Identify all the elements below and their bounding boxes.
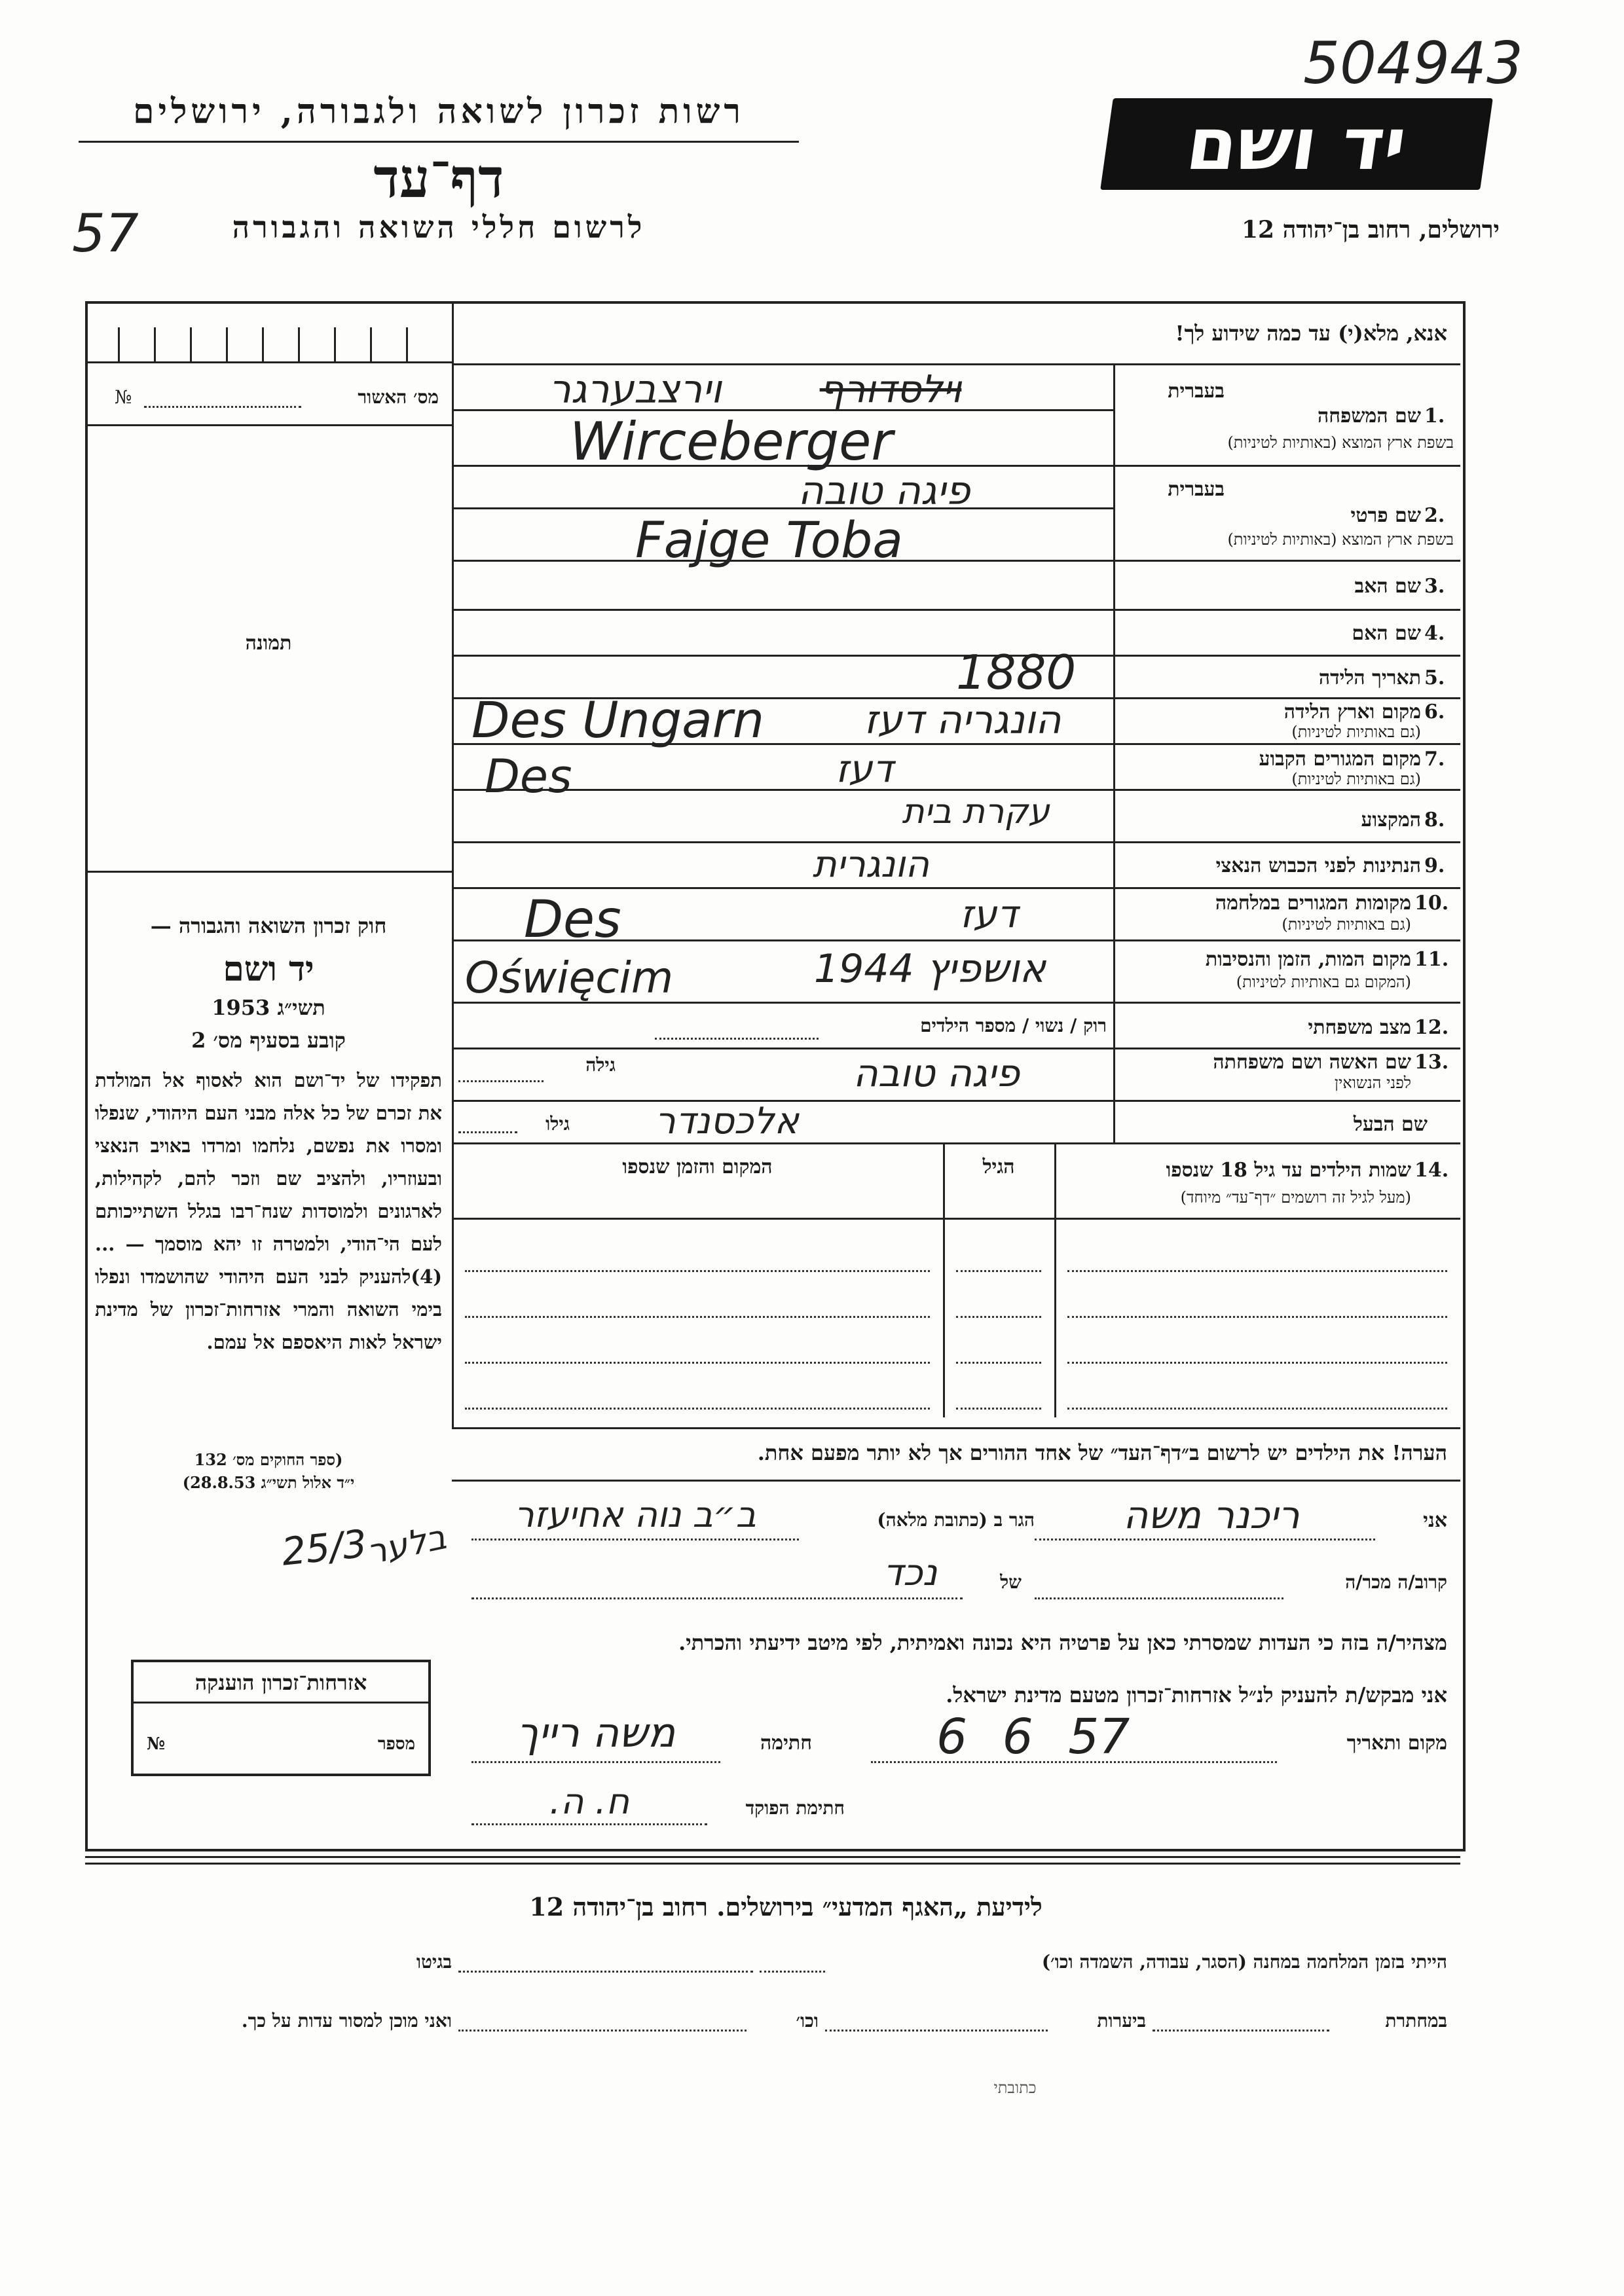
field-11-value-hebrew[interactable]: אושפיץ 1944 — [813, 946, 1046, 992]
signature-label: חתימה — [760, 1732, 812, 1755]
field-5-number: 5. — [1424, 666, 1445, 689]
approval-no: № — [115, 386, 132, 408]
field-2-value-hebrew[interactable]: פיגה טובה — [798, 468, 970, 514]
citizenship-box-title: אזרחות־זכרון הוענקה — [194, 1670, 367, 1695]
field-6-label: מקום וארץ הלידה — [1283, 701, 1421, 723]
field-1-value-latin[interactable]: Wirceberger — [570, 411, 893, 472]
field-12-number: 12. — [1414, 1016, 1449, 1039]
document-number — [1303, 29, 1523, 97]
field-2-sub: בשפת ארץ המוצא (באותיות לטיניות) — [1227, 530, 1454, 549]
request-text: אני מבקש/ת להעניק לנ״ל אזרחות־זכרון מטעם מדינת ישראל. — [946, 1683, 1447, 1707]
field-7-value-latin[interactable]: Des — [485, 750, 572, 803]
field-2-label: שם פרטי — [1350, 504, 1421, 527]
declarant-resident-label: הגר ב (כתובת מלאה) — [877, 1509, 1035, 1531]
field-11-sub: (המקום גם באותיות לטיניות) — [1236, 973, 1411, 991]
field-11-number: 11. — [1414, 948, 1449, 971]
field-4-number: 4. — [1424, 622, 1445, 645]
field-10-value-latin[interactable]: Des — [524, 890, 621, 949]
field-1-value-hebrew-crossed: וילסדורף — [819, 367, 962, 411]
husband-age-label: גילו — [545, 1113, 570, 1135]
label-column-divider — [1113, 363, 1115, 1142]
field-8-label: המקצוע — [1361, 809, 1421, 831]
footer-line2-a: במחתרת — [1385, 2010, 1447, 2032]
field-14-col-place: המקום והזמן שנספו — [622, 1156, 773, 1178]
field-5-value[interactable]: 1880 — [956, 645, 1077, 700]
footer-line1-b: בגיטו — [416, 1951, 452, 1973]
form-subtitle: לרשום חללי השואה והגבורה — [232, 210, 646, 245]
field-10-value-hebrew[interactable]: דעז — [959, 892, 1018, 936]
signature-value[interactable]: משה רייך — [516, 1709, 676, 1757]
field-13-age-label: גילה — [585, 1054, 616, 1076]
declarant-relation-value[interactable]: נכד — [883, 1552, 938, 1594]
field-14-number: 14. — [1414, 1159, 1449, 1182]
field-5-label: תאריך הלידה — [1318, 666, 1421, 689]
field-7-sub: (גם באותיות לטיניות) — [1291, 770, 1421, 788]
handwritten-note: בלער — [363, 1518, 450, 1573]
husband-label: שם הבעל — [1353, 1113, 1428, 1136]
yad-vashem-logo — [1100, 98, 1493, 190]
field-7-value-hebrew[interactable]: דעז — [835, 746, 894, 791]
footer-notice: לידיעת „האגף המדעי״ בירושלים. רחוב בן־יהודה 12 — [529, 1892, 1043, 1922]
field-3-label: שם האב — [1354, 575, 1421, 598]
footer-line1-a: הייתי בזמן המלחמה במחנה (הסגר, עבודה, השמדה וכו׳) — [1041, 1951, 1447, 1973]
margin-note: 57 — [72, 203, 139, 264]
field-2-value-latin[interactable]: Fajge Toba — [635, 511, 903, 569]
declarant-relation-label: קרוב/ה מכר/ה — [1345, 1571, 1447, 1593]
field-4-label: שם האם — [1352, 622, 1421, 645]
field-1-label: שם המשפחה — [1317, 405, 1421, 428]
field-12-label: מצב משפחתי — [1308, 1016, 1411, 1039]
declarant-of-label: של — [1000, 1571, 1022, 1593]
field-6-value-hebrew[interactable]: הונגריה דעז — [864, 697, 1061, 743]
field-10-number: 10. — [1414, 892, 1449, 915]
declarant-ani: אני — [1423, 1509, 1447, 1532]
footer-line2-c: וכו׳ — [796, 2010, 819, 2032]
field-9-number: 9. — [1424, 854, 1445, 877]
left-column-divider — [452, 301, 454, 1427]
declarant-name-value[interactable]: ריכנר משה — [1123, 1493, 1300, 1537]
field-6-sub: (גם באותיות לטיניות) — [1291, 723, 1421, 741]
field-9-value[interactable]: הונגרית — [812, 843, 930, 886]
citizenship-box-no: № — [147, 1734, 166, 1754]
place-date-label: מקום ותאריך — [1346, 1732, 1447, 1755]
authority-underline — [79, 141, 799, 143]
logo-text: יד ושם — [1181, 102, 1412, 186]
law-reference-2: י״ד אלול תשי״ג 28.8.53) — [182, 1473, 355, 1492]
field-7-number: 7. — [1424, 748, 1445, 771]
header-address: ירושלים, רחוב בן־יהודה 12 — [1241, 216, 1500, 244]
photo-label: תמונה — [245, 632, 292, 655]
field-8-value[interactable]: עקרת בית — [902, 792, 1050, 831]
date-value[interactable]: 6 6 57 — [936, 1709, 1130, 1765]
ticks — [118, 327, 120, 361]
approval-dots — [144, 406, 301, 408]
authority-name: רשות זכרון לשואה ולגבורה, ירושלים — [133, 92, 745, 132]
officer-signature-label: חתימת הפוקד — [745, 1797, 845, 1819]
field-8-number: 8. — [1424, 809, 1445, 831]
law-text: תפקידו של יד־ושם הוא לאסוף אל המולדת את זכרם של כל אלה מבני העם היהודי, שנפלו ומסרו את נפשם, נלחמו ומרדו באויב הנאצי ובעוזריו, ולהציב שם וזכר להם, לקהילות, לארגונים ולמוסדות שנח־רבו בגלל השתייכותם לעם הי־הודי, ולמטרה זו יהא מוסמך — ...(4)להעניק לבני העם היהודי שהושמדו ונפלו בימי השואה והמרי אזרחות־זכרון של מדינת ישראל לאות היאספם אל עמם. — [95, 1069, 442, 1353]
declarant-address-value[interactable]: ב״ב נוה אחיעזר — [514, 1494, 756, 1535]
field-11-label: מקום המות, הזמן והנסיבות — [1205, 948, 1411, 971]
field-3-number: 3. — [1424, 575, 1445, 598]
form-title: דף־עד — [373, 147, 504, 210]
field-14-label: שמות הילדים עד גיל 18 שנספו — [1166, 1159, 1411, 1182]
instructions: אנא, מלא(י) עד כמה שידוע לך! — [1175, 321, 1447, 346]
law-title: חוק זכרון השואה והגבורה — — [150, 913, 387, 938]
field-2-hebrew-tag: בעברית — [1168, 478, 1225, 501]
field-2-number: 2. — [1424, 504, 1445, 527]
husband-value[interactable]: אלכסנדר — [655, 1100, 799, 1142]
law-reference-1: (ספר החוקים מס׳ 132 — [194, 1450, 343, 1469]
field-10-sub: (גם באותיות לטיניות) — [1282, 915, 1411, 934]
field-7-label: מקום המגורים הקבוע — [1259, 748, 1421, 771]
field-1-number: 1. — [1424, 405, 1445, 428]
field-12-options: רוק / נשוי / מספר הילדים — [920, 1015, 1107, 1036]
field-13-label: שם האשה ושם משפחתה — [1213, 1051, 1411, 1074]
field-1-hebrew-tag: בעברית — [1168, 380, 1225, 403]
officer-signature-value[interactable]: ח. ה. — [549, 1781, 630, 1822]
field-13-sub: לפני הנשואין — [1334, 1074, 1411, 1092]
citizenship-box — [131, 1660, 431, 1776]
field-10-label: מקומות המגורים במלחמה — [1215, 892, 1411, 915]
field-1-value-hebrew[interactable]: וירצבערגר — [549, 367, 722, 412]
field-9-label: הנתינות לפני הכבוש הנאצי — [1215, 854, 1421, 877]
law-clause: קובע בסעיף מס׳ 2 — [191, 1028, 346, 1053]
footer-line2-d: ואני מוכן למסור עדות על כך. — [241, 2010, 452, 2032]
field-13-value[interactable]: פיגה טובה — [853, 1051, 1020, 1095]
citizenship-box-number: מספר — [377, 1734, 415, 1754]
footer-line2-b: ביערות — [1097, 2010, 1146, 2032]
field-13-number: 13. — [1414, 1051, 1449, 1074]
note-text: הערה! את הילדים יש לרשום ב״דף־העד״ של אחד ההורים אך לא יותר מפעם אחת. — [757, 1440, 1447, 1465]
approval-label: מס׳ האשור — [358, 386, 439, 408]
field-14-col-age: הגיל — [982, 1156, 1015, 1178]
field-11-value-latin[interactable]: Oświęcim — [465, 953, 674, 1003]
law-logo: יד ושם — [223, 949, 314, 989]
photo-box-bottom — [85, 871, 452, 873]
handwritten-date: 25/3 — [279, 1521, 369, 1575]
declaration-text: מצהיר/ה בזה כי העדות שמסרתי כאן על פרטיה היא נכונה ואמיתית, לפי מיטב ידיעתי והכרתי. — [678, 1630, 1447, 1655]
law-year: תשי״ג 1953 — [212, 995, 325, 1020]
doc-number-text: 504943 — [1303, 29, 1523, 97]
field-6-number: 6. — [1424, 701, 1445, 723]
field-1-sub: בשפת ארץ המוצא (באותיות לטיניות) — [1227, 433, 1454, 452]
field-14-sub: (מעל לגיל זה רושמים ״דף־עד״ מיוחד) — [1180, 1188, 1411, 1207]
footer-bottom-word: כתובתי — [993, 2079, 1037, 2097]
field-6-value-latin[interactable]: Des Ungarn — [471, 691, 765, 749]
